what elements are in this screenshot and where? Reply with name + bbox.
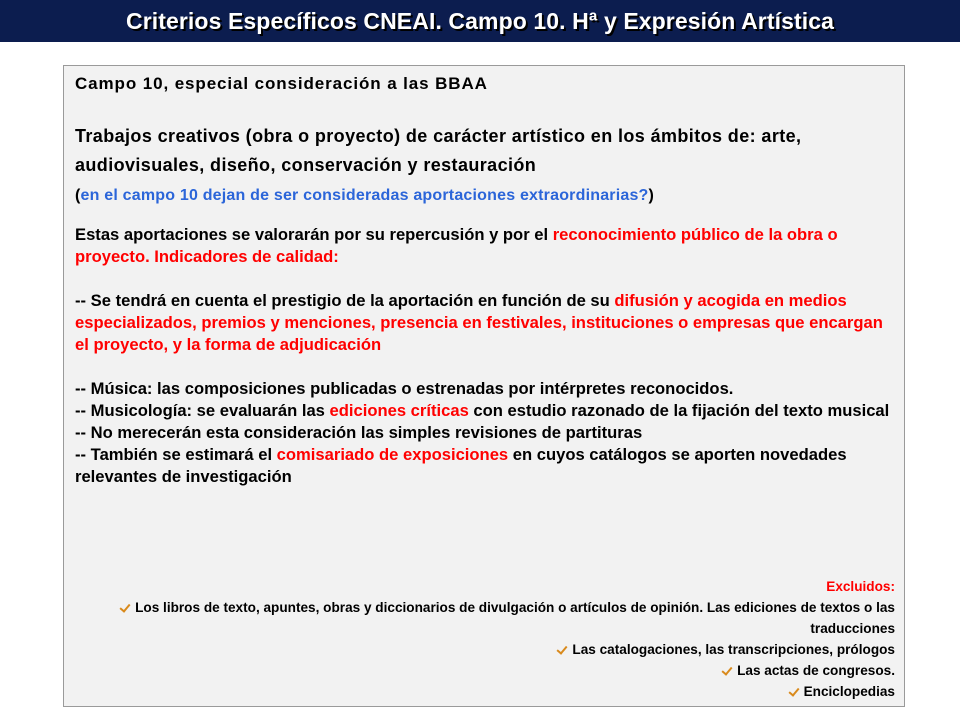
- excluded-section: [75, 576, 895, 702]
- curation-text-b: en cuyos catálogos se aporten novedades relevantes de investigación: [75, 445, 847, 486]
- excluded-item-text: Las actas de congresos.: [737, 663, 895, 678]
- title-bar: [0, 0, 960, 42]
- excluded-item: [75, 597, 895, 639]
- musicology-red-text: ediciones críticas: [329, 401, 469, 420]
- slide-title: Criterios Específicos CNEAI. Campo 10. Hª y Expresión Artística: [125, 7, 834, 34]
- excluded-item-text: Los libros de texto, apuntes, obras y diccionarios de divulgación o artículos de opinión. Las ediciones de textos o las traducciones: [135, 600, 895, 636]
- intro-black-text: Estas aportaciones se valorarán por su repercusión y por el: [75, 225, 553, 244]
- checkmark-icon: [121, 602, 131, 612]
- checkmark-icon: [558, 644, 568, 654]
- musicology-criterion: [75, 400, 894, 422]
- musicology-text-a: -- Musicología: se evaluarán las: [75, 401, 330, 420]
- checkmark-icon: [790, 686, 800, 696]
- music-criterion: -- Música: las composiciones publicadas o estrenadas por intérpretes reconocidos.: [75, 379, 734, 398]
- evaluation-intro: [75, 224, 894, 268]
- prestige-red-text: difusión y acogida en medios especializados, premios y menciones, presencia en festivales, instituciones o empresas que encargan el proyecto, y la forma de adjudicación: [75, 291, 883, 354]
- excluded-item: [75, 639, 895, 660]
- excluded-label: Excluidos:: [826, 579, 895, 594]
- excluded-item: [75, 681, 895, 702]
- prestige-black-text: -- Se tendrá en cuenta el prestigio de la aportación en función de su: [75, 291, 615, 310]
- paren-close: ): [648, 187, 655, 204]
- creative-works-text: Trabajos creativos (obra o proyecto) de carácter artístico en los ámbitos de: arte, audiovisuales, diseño, conservación y restauración: [75, 126, 802, 175]
- curation-text-a: -- También se estimará el: [75, 445, 277, 464]
- extraordinary-note: en el campo 10 dejan de ser consideradas aportaciones extraordinarias?: [80, 187, 649, 204]
- content-box: [63, 65, 905, 707]
- curation-criterion: [75, 444, 894, 488]
- no-merit-criterion: -- No merecerán esta consideración las simples revisiones de partituras: [75, 423, 643, 442]
- curation-red-text: comisariado de exposiciones: [276, 445, 509, 464]
- musicology-text-b: con estudio razonado de la fijación del texto musical: [468, 401, 890, 420]
- evaluation-section: [75, 224, 894, 488]
- excluded-item: [75, 660, 895, 681]
- checkmark-icon: [723, 665, 733, 675]
- excluded-item-text: Enciclopedias: [803, 684, 895, 699]
- paren-open: (: [75, 187, 81, 204]
- creative-works-paragraph: [75, 122, 894, 210]
- intro-red-text: reconocimiento público de la obra o proyecto. Indicadores de calidad:: [75, 225, 838, 266]
- excluded-item-text: Las catalogaciones, las transcripciones, prólogos: [572, 642, 895, 657]
- campo-heading: Campo 10, especial consideración a las BBAA: [75, 74, 488, 93]
- prestige-criterion: [75, 290, 894, 356]
